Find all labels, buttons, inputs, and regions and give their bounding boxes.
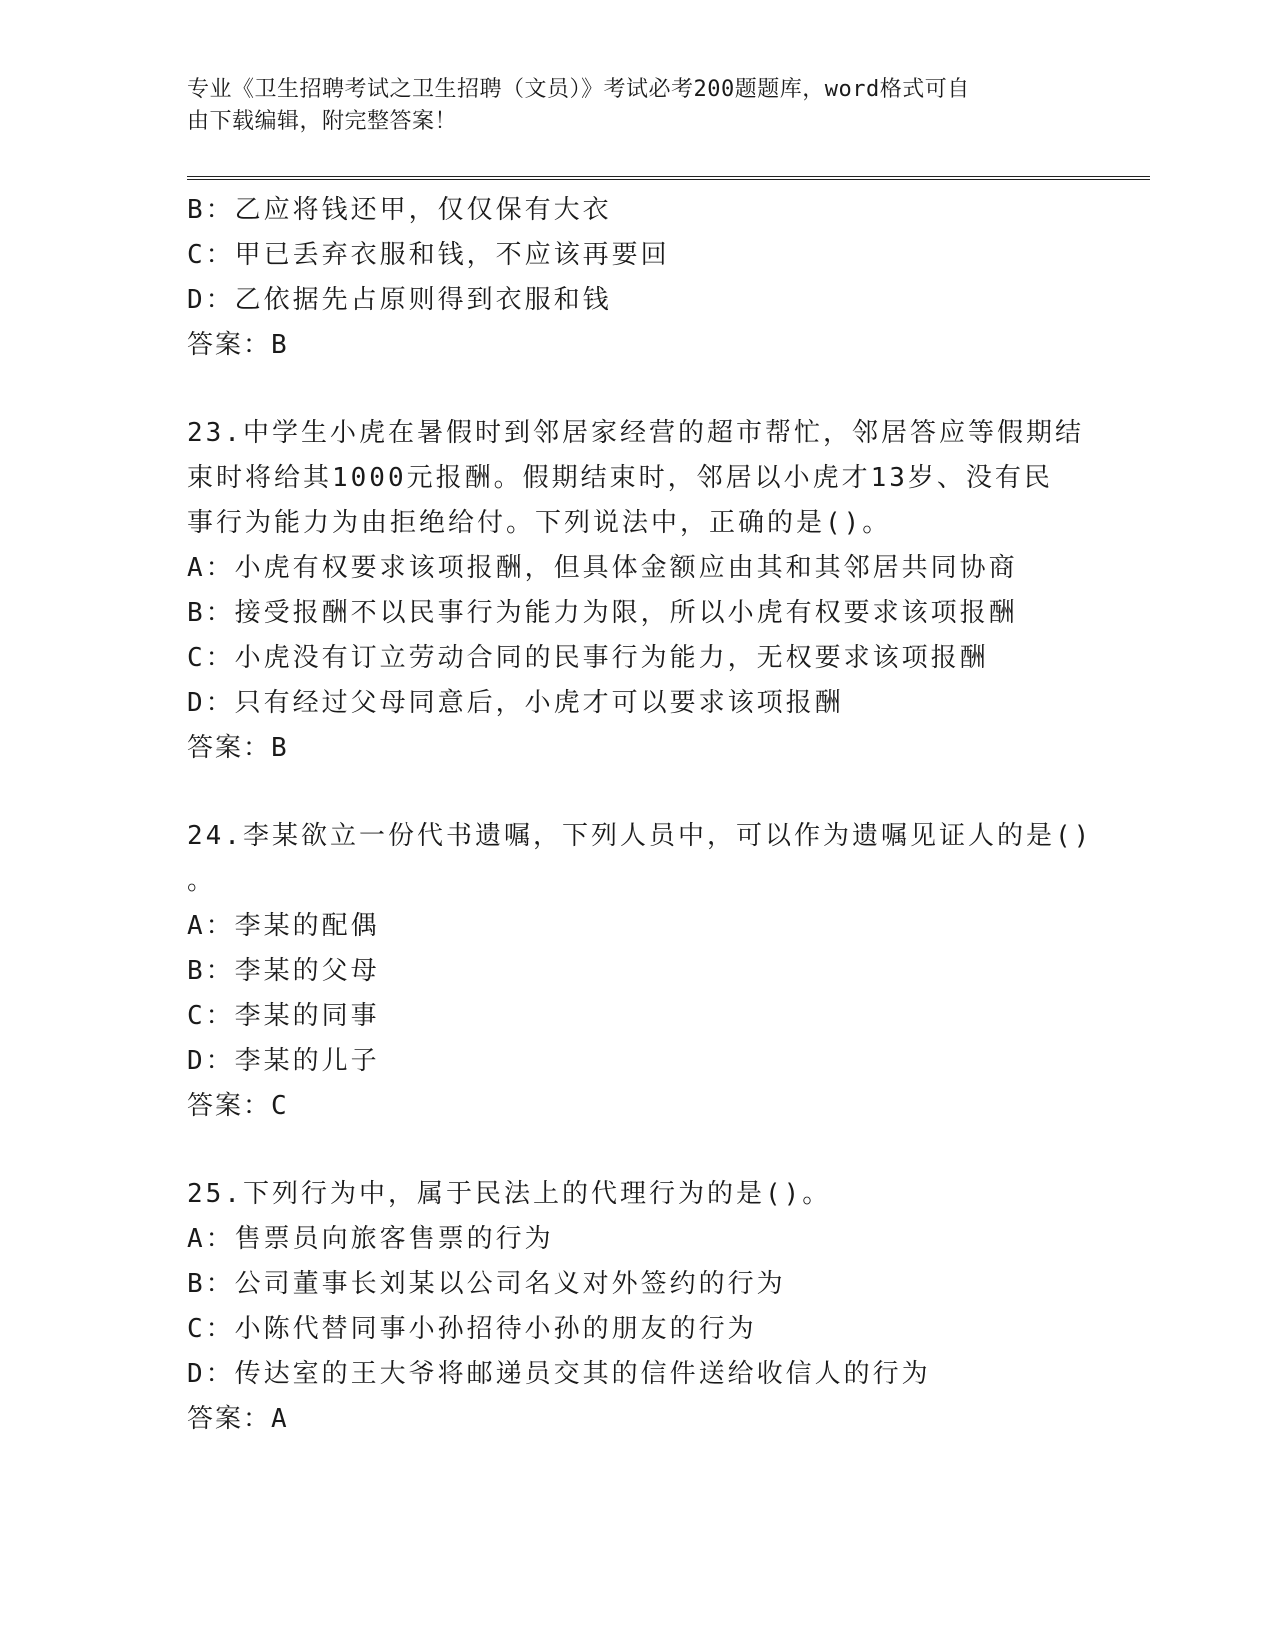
option-d: D：传达室的王大爷将邮递员交其的信件送给收信人的行为 xyxy=(187,1359,931,1389)
option-b: B：李某的父母 xyxy=(187,956,380,986)
option-b: B：乙应将钱还甲，仅仅保有大衣 xyxy=(187,195,612,225)
question-25 xyxy=(187,1172,1087,1442)
page-header xyxy=(187,74,1067,138)
question-list xyxy=(187,188,1093,1442)
question-23 xyxy=(187,411,1087,771)
option-c: C：小陈代替同事小孙招待小孙的朋友的行为 xyxy=(187,1314,757,1344)
option-a: A：小虎有权要求该项报酬，但具体金额应由其和其邻居共同协商 xyxy=(187,553,1018,583)
header-line-1: 专业《卫生招聘考试之卫生招聘（文员）》考试必考200题题库，word格式可自 xyxy=(187,77,970,102)
option-d: D：李某的儿子 xyxy=(187,1046,380,1076)
option-c: C：甲已丢弃衣服和钱，不应该再要回 xyxy=(187,240,670,270)
question-text-line: 24.李某欲立一份代书遗嘱，下列人员中，可以作为遗嘱见证人的是() xyxy=(187,821,1093,851)
answer: 答案：B xyxy=(187,330,289,360)
option-a: A：售票员向旅客售票的行为 xyxy=(187,1224,554,1254)
question-text-line: 23.中学生小虎在暑假时到邻居家经营的超市帮忙，邻居答应等假期结 xyxy=(187,418,1084,448)
option-a: A：李某的配偶 xyxy=(187,911,380,941)
question-24 xyxy=(187,814,1093,1129)
question-text-line: 25.下列行为中，属于民法上的代理行为的是()。 xyxy=(187,1179,832,1209)
question-22-tail xyxy=(187,188,1087,368)
header-divider xyxy=(187,176,1150,180)
option-c: C：李某的同事 xyxy=(187,1001,380,1031)
header-line-2: 由下载编辑，附完整答案！ xyxy=(187,109,458,134)
option-d: D：乙依据先占原则得到衣服和钱 xyxy=(187,285,612,315)
option-b: B：公司董事长刘某以公司名义对外签约的行为 xyxy=(187,1269,786,1299)
answer: 答案：A xyxy=(187,1404,289,1434)
question-text-line: 事行为能力为由拒绝给付。下列说法中，正确的是()。 xyxy=(187,508,892,538)
option-b: B：接受报酬不以民事行为能力为限，所以小虎有权要求该项报酬 xyxy=(187,598,1018,628)
question-text-line: 。 xyxy=(187,866,217,896)
option-d: D：只有经过父母同意后，小虎才可以要求该项报酬 xyxy=(187,688,844,718)
option-c: C：小虎没有订立劳动合同的民事行为能力，无权要求该项报酬 xyxy=(187,643,989,673)
answer: 答案：C xyxy=(187,1091,289,1121)
question-text-line: 束时将给其1000元报酬。假期结束时，邻居以小虎才13岁、没有民 xyxy=(187,463,1053,493)
answer: 答案：B xyxy=(187,733,289,763)
